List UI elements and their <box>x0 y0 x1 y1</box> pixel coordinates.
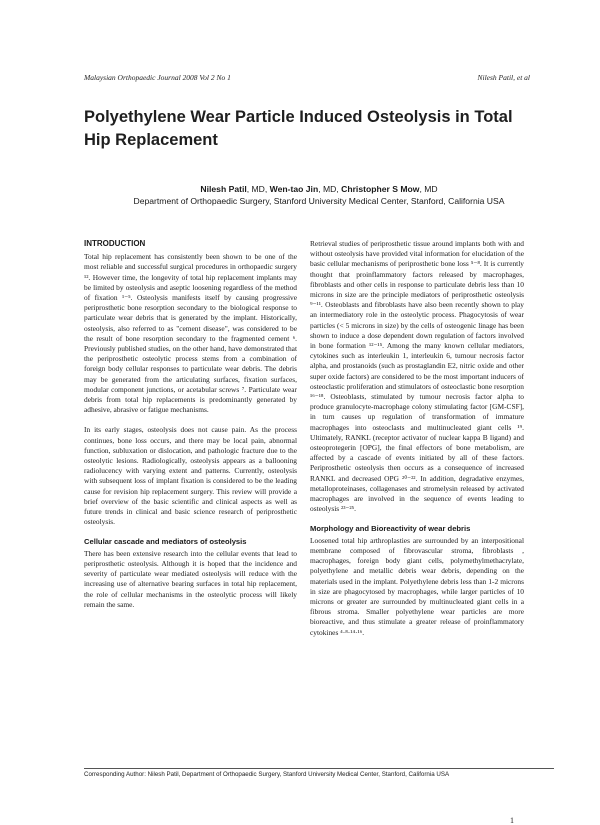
author-name: Wen-tao Jin <box>269 184 319 194</box>
left-column <box>84 239 297 620</box>
corresponding-author-footnote: Corresponding Author: Nilesh Patil, Department of Orthopaedic Surgery, Stanford University Medical Center, Stanford, California USA <box>84 771 450 778</box>
article-title: Polyethylene Wear Particle Induced Osteolysis in Total Hip Replacement <box>84 108 513 149</box>
paragraph: Retrieval studies of periprosthetic tissue around implants both with and without osteolysis have provided vital information for elucidation of the basic cellular mechanisms of periprosthetic bone loss ⁵⁻⁸. It is currently thought that proinflammatory factors released by macrophages, fibroblasts and other cells in response to particulate debris less than 10 microns in size are the principle mediators of periprosthetic osteolysis ⁹⁻¹¹. Osteoblasts and fibroblasts have also been recently shown to play an intermediatory role in the osteolytic process. Phagocytosis of wear particles (< 5 microns in size) by the cells of osteogenic linage has been shown to induce a dose dependent down regulation of factors involved in bone formation ¹²⁻¹⁵. Among the many known cellular mediators, cytokines such as interleukin 1, interleukin 6, tumour necrosis factor alpha, and prostanoids (such as prostaglandin E2, nitric oxide and other super oxide factors) are considered to be the most important inducers of osteoclastic proliferation and stimulators of osteoclastic bone resorption ¹⁶⁻¹⁸. Osteoblasts, stimulated by tumour necrosis factor alpha to produce granulocyte-macrophage colony stimulating factor [GM-CSF], in turn causes up regulation of transformation of immature macrophages into osteoclasts and multinucleated giant cells ¹⁹. Ultimately, RANKL (receptor activator of nuclear kappa B ligand) and osteoprotegerin [OPG], the final effectors of bone metabolism, are affected by a cascade of events initiated by all of these factors. Periprosthetic osteolysis then occurs as a consequence of increased RANKL and decreased OPG ²⁰⁻²². In addition, degradative enzymes, metalloproteinases, collagenases and stromelysin released by activated macrophages are involved in the sequence of events leading to osteolysis ²³⁻²⁵. <box>310 239 524 514</box>
affiliation: Department of Orthopaedic Surgery, Stanford University Medical Center, Stanford, California USA <box>133 196 505 206</box>
paragraph: In its early stages, osteolysis does not cause pain. As the process continues, bone loss occurs, and there may be local pain, abnormal function, subluxation or dislocation, and pathologic fracture due to the osteolytic lesions. Radiologically, osteolysis appears as a ballooning radiolucency with varying extent and patterns. Currently, osteolysis with subsequent loss of implant fixation is considered to be the leading cause for revision hip replacement surgery. This review will provide a brief overview of the basic scientific and clinical aspects as well as future trends in clinical and basic science research of periprosthetic osteolysis. <box>84 425 297 527</box>
journal-header: Malaysian Orthopaedic Journal 2008 Vol 2 No 1 <box>84 73 231 82</box>
section-heading: INTRODUCTION <box>84 239 146 248</box>
author-line <box>84 183 554 195</box>
author-degree: , MD, <box>246 184 270 194</box>
paragraph: There has been extensive research into the cellular events that lead to periprosthetic osteolysis. Although it is hoped that the incidence and severity of particulate wear mediated osteolysis will reduce with the increasing use of alternative bearing surfaces in total hip replacement, the role of cellular mechanisms in the osteolytic process will likely remain the same. <box>84 548 297 609</box>
author-block <box>84 183 554 207</box>
author-name: Christopher S Mow <box>341 184 420 194</box>
footnote-divider <box>84 768 554 769</box>
page-number: 1 <box>510 816 514 825</box>
running-author-header: Nilesh Patil, et al <box>477 73 530 82</box>
author-degree: , MD <box>419 184 438 194</box>
paragraph: Total hip replacement has consistently been shown to be one of the most reliable and successful surgical procedures in orthopaedic surgery ¹². However time, the longevity of total hip replacement implants may be limited by osteolysis and aseptic loosening regardless of the method of fixation ¹⁻⁵. Osteolysis manifests itself by causing progressive periprosthetic bone resorption secondary to the biological response to particulate wear debris that is generated by the implant. Historically, osteolysis, also referred to as "cement disease", was considered to be the result of bone resorption secondary to the fragmented cement ⁶. Previously published studies, on the other hand, have demonstrated that the periprosthetic osteolytic process stems from a combination of foreign body cellular responses to particulate wear debris. The debris may be generated from the articulating surfaces, fixation surfaces, modular component junctions, or acetabular screws ⁷. Particulate wear debris from total hip replacements is predominantly generated by adhesive, abrasive or fatigue mechanisms. <box>84 252 297 415</box>
subsection-heading: Cellular cascade and mediators of osteolysis <box>84 537 247 547</box>
paragraph: Loosened total hip arthroplasties are surrounded by an interpositional membrane composed of fibrovascular stroma, fibroblasts , macrophages, foreign body giant cells, polymethylmethacrylate, polyethylene and metallic debris wear debris, depending on the materials used in the implant. Polyethylene debris less than 1-2 microns in size are phagocytosed by macrophages, while larger particles of 10 microns or greater are surrounded by multinucleated giant cells in a fibrous stroma. Smaller polyethylene wear particles are more bioreactive, and thus stimulate a greater release of proinflammatory cytokines ⁴·⁸·¹⁴·¹⁶. <box>310 535 524 637</box>
right-column <box>310 239 524 648</box>
author-degree: , MD, <box>318 184 342 194</box>
author-name: Nilesh Patil <box>200 184 247 194</box>
subsection-heading: Morphology and Bioreactivity of wear debris <box>310 524 471 534</box>
